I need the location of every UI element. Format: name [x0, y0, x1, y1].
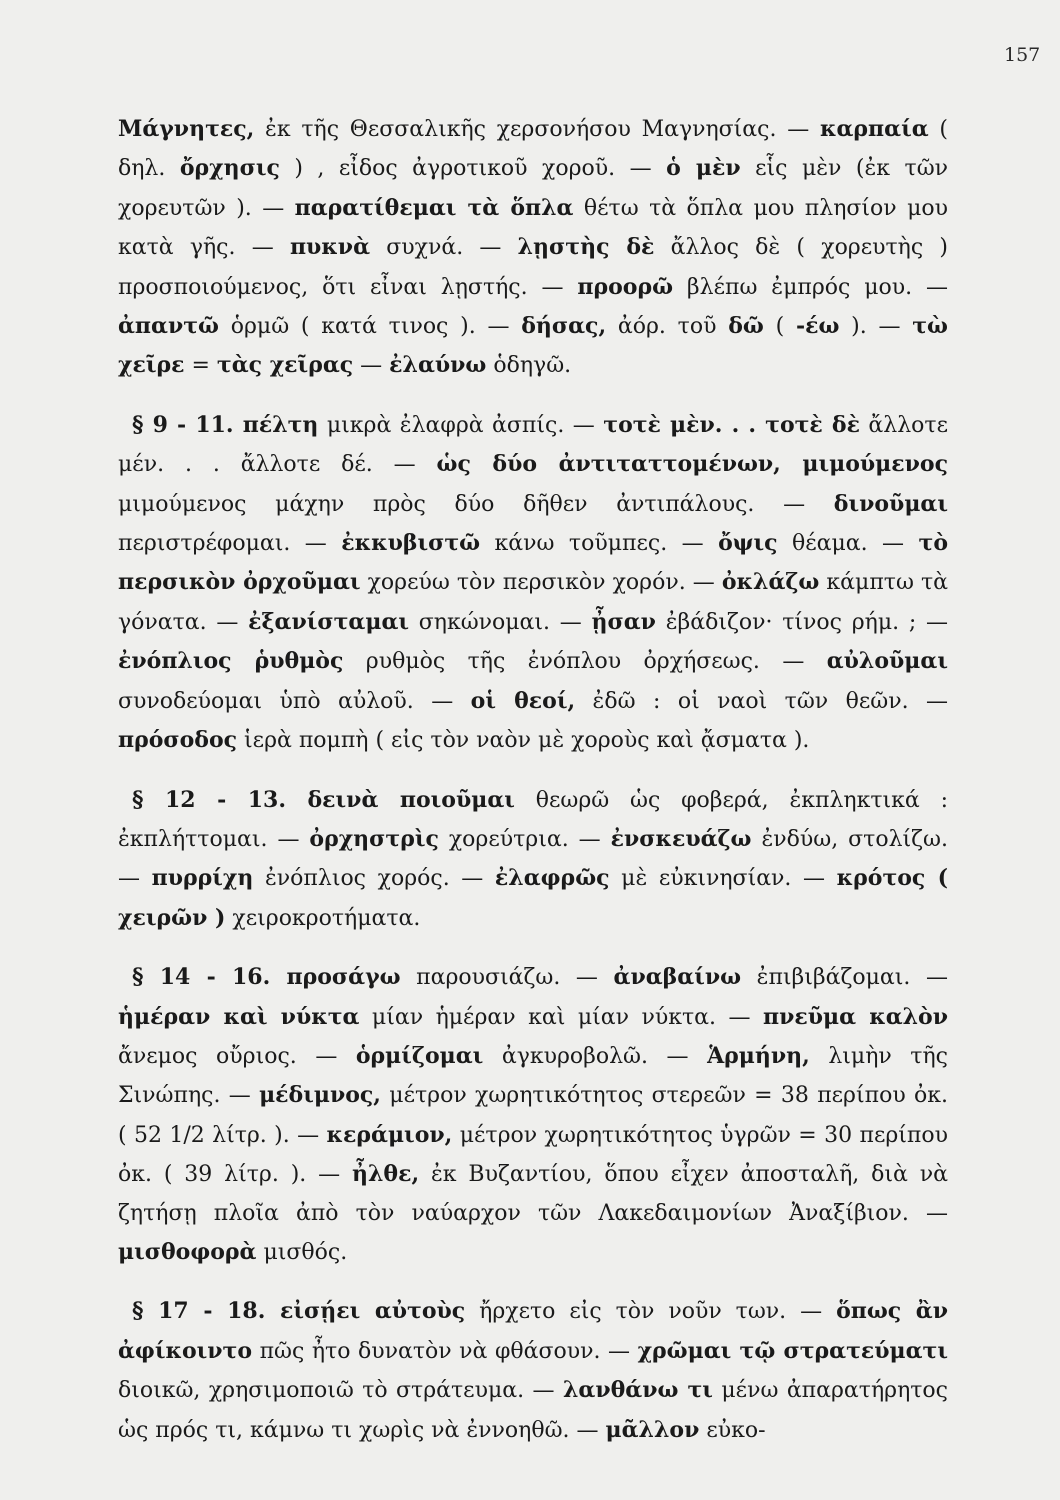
page-number: 157 — [1004, 44, 1041, 66]
gloss-text: ἄλλος δὲ ( χορευτὴς ) προσποιούμενος, ὅτι εἶναι λῃστής. — — [118, 235, 948, 300]
headword: -έω — [795, 313, 840, 340]
headword: καρπαία — [820, 116, 929, 142]
headword: ὀκλάζω — [721, 569, 820, 596]
gloss-text: ἄνεμος οὔριος. — — [118, 1043, 356, 1069]
headword: ἐνσκευάζω — [610, 825, 752, 852]
headword: τὼ χεῖρε — [118, 313, 948, 379]
gloss-text: ) , εἶδος ἀγροτικοῦ χοροῦ. — — [279, 156, 667, 182]
gloss-text: συχνά. — — [370, 235, 518, 261]
headword: μισθοφορὰ — [118, 1238, 257, 1265]
headword: Ἁρμήνη, — [707, 1042, 810, 1069]
gloss-text: μίαν ἡμέραν καὶ μίαν νύκτα. — — [359, 1004, 764, 1030]
gloss-text: ὁρμῶ ( κατά τινος ). — — [218, 314, 522, 340]
headword: δινοῦμαι — [833, 490, 948, 517]
headword: χρῶμαι τῷ στρατεύματι — [637, 1337, 948, 1364]
headword: ἀναβαίνω — [613, 964, 742, 991]
gloss-text: μιμούμενος μάχην πρὸς δύο δῆθεν ἀντιπάλους. — — [118, 491, 834, 517]
paragraph-notes-magnetes — [118, 110, 948, 386]
gloss-text: ἤρχετο εἰς τὸν νοῦν των. — — [465, 1299, 837, 1325]
headword: τὰς χεῖρας — [216, 352, 354, 379]
headword: πνεῦμα καλὸν — [763, 1003, 948, 1030]
gloss-text: παρουσιάζω. — — [400, 965, 614, 991]
gloss-text: περιστρέφομαι. — — [118, 531, 342, 557]
headword: κεράμιον, — [326, 1121, 453, 1148]
headword: § 12 - 13. δεινὰ ποιοῦμαι — [132, 786, 515, 813]
gloss-text: βλέπω ἐμπρός μου. — — [673, 274, 948, 300]
headword: ἐλαφρῶς — [494, 865, 610, 892]
gloss-text: ἐνδύω, στολίζω. — — [118, 826, 948, 892]
headword: § 9 - 11. πέλτη — [132, 411, 319, 438]
gloss-text: ἐκ τῆς Θεσσαλικῆς χερσονήσου Μαγνησίας. — — [254, 117, 820, 142]
gloss-text: θέαμα. — — [777, 531, 919, 557]
headword: κρότος ( χειρῶν ) — [118, 865, 949, 931]
gloss-text: ἀγκυροβολῶ. — — [483, 1043, 708, 1069]
gloss-text: μέτρον χωρητικότητος ὑγρῶν = 30 περίπου ὀκ. ( 39 λίτρ. ). — — [118, 1122, 948, 1188]
headword: ἡμέραν καὶ νύκτα — [118, 1003, 360, 1030]
headword: ἀπαντῶ — [118, 313, 219, 340]
headword: ὄρχησις — [179, 155, 280, 182]
gloss-text: μὲ εὐκινησίαν. — — [609, 866, 837, 892]
gloss-text: ἀόρ. τοῦ — [606, 314, 729, 340]
headword: § 14 - 16. προσάγω — [132, 964, 401, 991]
headword: τοτὲ μὲν. . . τοτὲ δὲ — [603, 411, 860, 438]
gloss-text: ἄλλοτε μέν. . . ἄλλοτε δέ. — — [118, 412, 948, 478]
headword: λανθάνω τι — [562, 1377, 713, 1404]
headword: μᾶλλον — [605, 1416, 700, 1443]
gloss-text: ρυθμὸς τῆς ἐνόπλου ὀρχήσεως. — — [343, 649, 827, 675]
gloss-text: θέτω τὰ ὅπλα μου πλησίον μου κατὰ γῆς. — — [118, 195, 948, 261]
gloss-text: κάμπτω τὰ γόνατα. — — [118, 570, 948, 635]
headword: δῶ — [728, 313, 764, 340]
gloss-text: ἐβάδιζον· τίνος ρήμ. ; — — [655, 609, 949, 635]
headword: § 17 - 18. εἰσῄει αὐτοὺς — [132, 1298, 466, 1325]
headword: ἐνόπλιος ῥυθμὸς — [118, 648, 344, 675]
headword: λῃστὴς δὲ — [517, 234, 655, 261]
gloss-text: ἐπιβιβάζομαι. — — [741, 965, 948, 991]
headword: οἱ θεοί, — [470, 687, 576, 714]
gloss-text: μικρὰ ἐλαφρὰ ἀσπίς. — — [318, 412, 604, 438]
gloss-text: ἐνόπλιος χορός. — — [253, 866, 495, 892]
gloss-text: θεωρῶ ὡς φοβερά, ἐκπληκτικά : ἐκπλήττομαι. — — [118, 787, 948, 852]
headword: πυρρίχη — [151, 865, 254, 892]
headword: ὁ μὲν — [666, 155, 741, 182]
gloss-text: ( — [763, 314, 796, 340]
paragraph-section-17-18 — [118, 1292, 948, 1450]
gloss-text: χορεύω τὸν περσικὸν χορόν. — — [360, 570, 722, 596]
headword: μέδιμνος, — [259, 1082, 381, 1109]
headword: τὸ περσικὸν ὀρχοῦμαι — [118, 530, 948, 596]
paragraph-section-9-11 — [118, 406, 948, 761]
gloss-text: = — [184, 353, 217, 379]
gloss-text: ἱερὰ πομπὴ ( εἰς τὸν ναὸν μὲ χοροὺς καὶ ᾄσματα ). — [237, 728, 810, 754]
gloss-text: ἐκ Βυζαντίου, ὅπου εἶχεν ἀποσταλῆ, διὰ νὰ ζητήσῃ πλοῖα ἀπὸ τὸν ναύαρχον τῶν Λακεδαιμονίων Ἀναξίβιον. — — [118, 1162, 948, 1226]
paragraph-section-14-16 — [118, 958, 948, 1272]
gloss-text: μισθός. — [256, 1239, 348, 1265]
gloss-text: διοικῶ, χρησιμοποιῶ τὸ στράτευμα. — — [118, 1378, 563, 1404]
gloss-text: λιμὴν τῆς Σινώπης. — — [118, 1043, 948, 1109]
headword: προορῶ — [577, 273, 674, 300]
gloss-text: πῶς ἦτο δυνατὸν νὰ φθάσουν. — — [252, 1338, 638, 1364]
headword: ᾖσαν — [591, 608, 656, 635]
gloss-text: μέτρον χωρητικότητος στερεῶν = 38 περίπου ὀκ. ( 52 1/2 λίτρ. ). — — [118, 1083, 948, 1148]
gloss-text: εἷς μὲν (ἐκ τῶν χορευτῶν ). — — [118, 156, 949, 221]
gloss-text: χειροκροτήματα. — [225, 905, 421, 931]
gloss-text: εὐκο- — [699, 1417, 766, 1443]
headword: ἐκκυβιστῶ — [341, 530, 481, 557]
headword: παρατίθεμαι τὰ ὅπλα — [294, 194, 574, 221]
headword: πυκνὰ — [289, 234, 371, 261]
headword: ὄψις — [718, 530, 778, 557]
gloss-text: — — [353, 353, 390, 379]
headword: ἦλθε, — [352, 1161, 420, 1188]
paragraph-section-12-13 — [118, 781, 948, 939]
headword: ὅπως ἂν ἀφίκοιντο — [118, 1298, 948, 1364]
headword: ὁρμίζομαι — [355, 1042, 484, 1069]
headword: ἐξανίσταμαι — [248, 608, 410, 635]
headword: αὐλοῦμαι — [826, 648, 948, 675]
headword: ἐλαύνω — [389, 352, 487, 379]
headword: δήσας, — [521, 313, 607, 340]
headword: πρόσοδος — [118, 727, 238, 754]
commentary-body — [118, 110, 948, 1450]
gloss-text: ( δηλ. — [118, 117, 949, 182]
gloss-text: ). — — [839, 314, 913, 340]
gloss-text: ἐδῶ : οἱ ναοὶ τῶν θεῶν. — — [575, 688, 948, 714]
headword: Μάγνητες, — [118, 116, 255, 142]
gloss-text: σηκώνομαι. — — [409, 609, 592, 635]
gloss-text: μένω ἀπαρατήρητος ὡς πρός τι, κάμνω τι χωρὶς νὰ ἐννοηθῶ. — — [118, 1378, 948, 1443]
gloss-text: συνοδεύομαι ὑπὸ αὐλοῦ. — — [118, 688, 471, 714]
gloss-text: κάνω τοῦμπες. — — [480, 531, 719, 557]
headword: ὀρχηστρὶς — [309, 825, 439, 852]
headword: ὡς δύο ἀντιταττομένων, μιμούμενος — [436, 451, 948, 478]
gloss-text: χορεύτρια. — — [438, 826, 611, 852]
gloss-text: ὁδηγῶ. — [486, 353, 572, 379]
